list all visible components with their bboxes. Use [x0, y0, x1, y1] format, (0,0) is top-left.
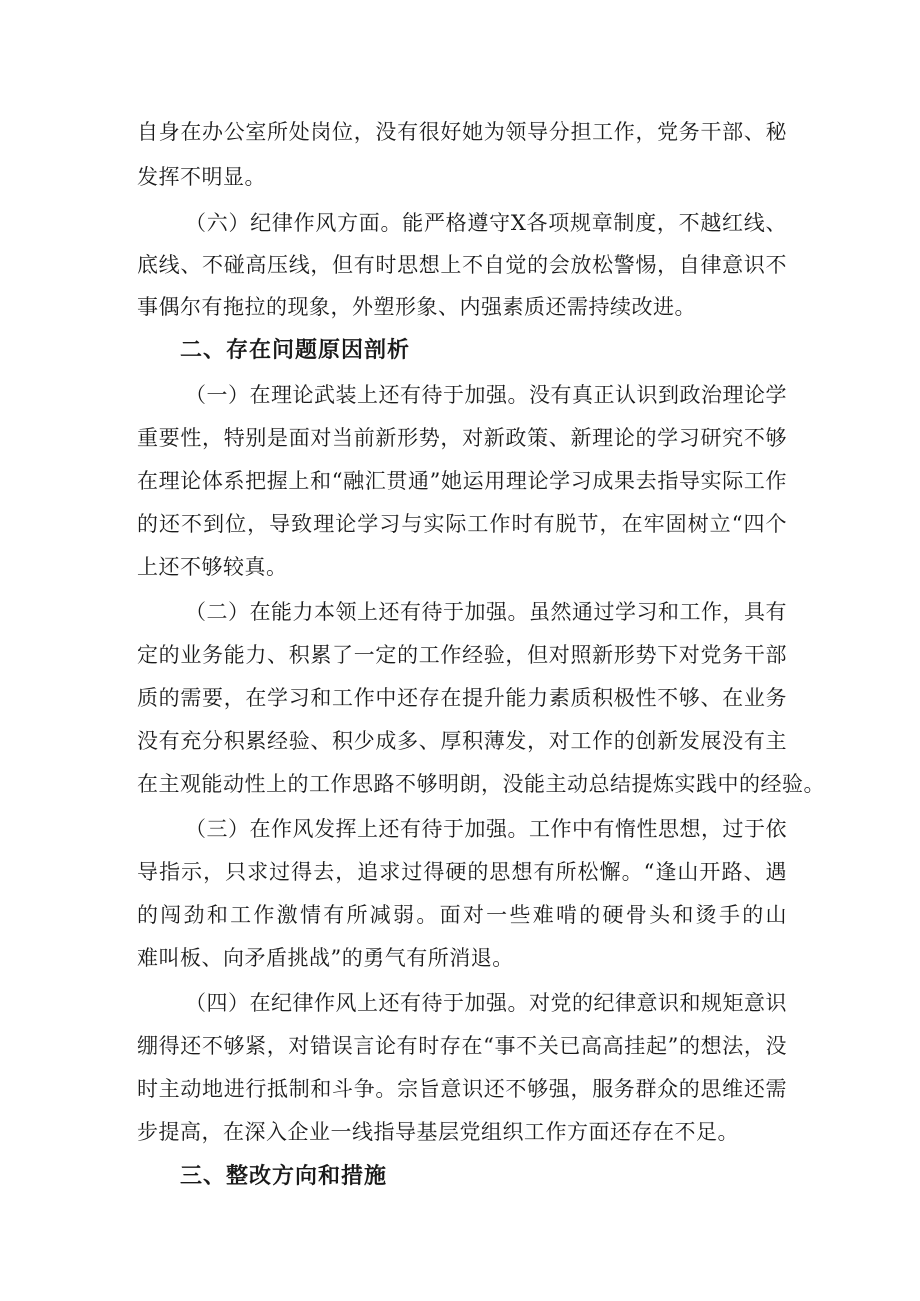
paragraph-line: 没有充分积累经验、积少成多、厚积薄发，对工作的创新发展没有主	[137, 729, 787, 753]
paragraph-line: 时主动地进行抵制和斗争。宗旨意识还不够强，服务群众的思维还需	[137, 1077, 787, 1101]
paragraph-line: 在理论体系把握上和“融汇贯通”她运用理论学习成果去指导实际工作	[137, 469, 787, 493]
paragraph-line: （六）纪律作风方面。能严格遵守X各项规章制度，不越红线、	[185, 211, 787, 235]
paragraph-line: 上还不够较真。	[137, 555, 288, 579]
paragraph-line: 绷得还不够紧，对错误言论有时存在“事不关已高高挂起”的想法，没	[137, 1034, 787, 1058]
section-heading: 二、存在问题原因剖析	[180, 338, 411, 363]
paragraph-line: 难叫板、向矛盾挑战”的勇气有所消退。	[137, 946, 514, 970]
paragraph-line: （三）在作风发挥上还有待于加强。工作中有惰性思想，过于依	[185, 817, 787, 841]
paragraph-line: 重要性，特别是面对当前新形势，对新政策、新理论的学习研究不够	[137, 426, 787, 450]
paragraph-line: 自身在办公室所处岗位，没有很好她为领导分担工作，党务干部、秘	[137, 120, 787, 144]
paragraph-line: （四）在纪律作风上还有待于加强。对党的纪律意识和规矩意识	[185, 991, 787, 1015]
section-heading: 三、整改方向和措施	[180, 1164, 388, 1189]
paragraph-line: 步提高，在深入企业一线指导基层党组织工作方面还存在不足。	[137, 1120, 739, 1144]
paragraph-line: 底线、不碰高压线，但有时思想上不自觉的会放松警惕，自律意识不	[137, 253, 787, 277]
paragraph-line: 发挥不明显。	[137, 165, 266, 189]
paragraph-line: 定的业务能力、积累了一定的工作经验，但对照新形势下对党务干部	[137, 643, 787, 667]
paragraph-line: 的闯劲和工作激情有所减弱。面对一些难啃的硬骨头和烫手的山	[137, 903, 787, 927]
paragraph-line: 导指示，只求过得去，追求过得硬的思想有所松懈。“逢山开路、遇	[137, 860, 787, 884]
paragraph-line: （二）在能力本领上还有待于加强。虽然通过学习和工作，具有	[185, 600, 787, 624]
paragraph-line: 在主观能动性上的工作思路不够明朗，没能主动总结提炼实践中的经验。	[137, 772, 825, 796]
paragraph-line: 事偶尔有拖拉的现象，外塑形象、内强素质还需持续改进。	[137, 295, 696, 319]
paragraph-line: （一）在理论武装上还有待于加强。没有真正认识到政治理论学	[185, 383, 787, 407]
paragraph-line: 的还不到位，导致理论学习与实际工作时有脱节，在牢固树立“四个	[137, 512, 787, 536]
paragraph-line: 质的需要，在学习和工作中还存在提升能力素质积极性不够、在业务	[137, 686, 787, 710]
